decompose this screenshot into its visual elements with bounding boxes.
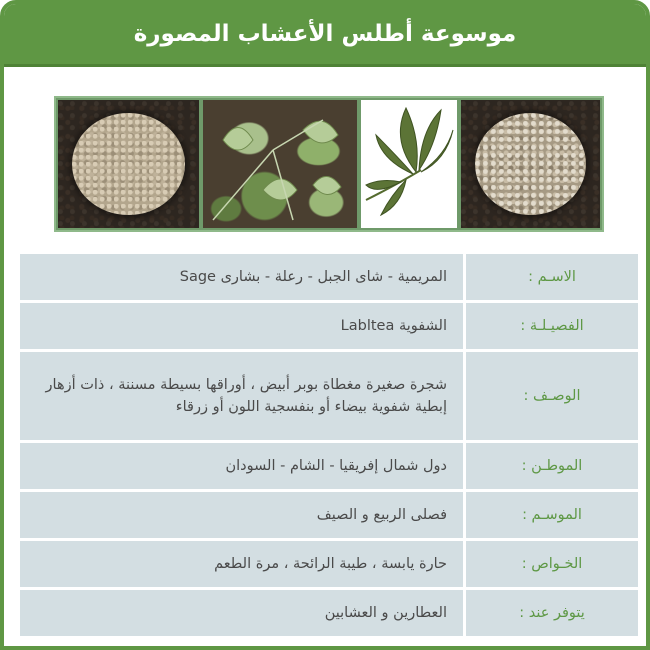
row-label: الوصـف : xyxy=(466,352,638,440)
page-title: موسوعة أطلس الأعشاب المصورة xyxy=(133,21,517,47)
table-row xyxy=(20,443,638,489)
row-label: الموسـم : xyxy=(466,492,638,538)
sage-sprig-icon xyxy=(359,98,459,230)
row-label: الفصيـلـة : xyxy=(466,303,638,349)
table-row xyxy=(20,541,638,587)
row-value: فصلى الربيع و الصيف xyxy=(20,492,463,538)
table-row xyxy=(20,303,638,349)
dried-herb-heap-dark-icon xyxy=(459,98,602,230)
herb-image-strip xyxy=(54,96,604,232)
table-row xyxy=(20,352,638,440)
table-row xyxy=(20,492,638,538)
sage-plant-leaves-icon xyxy=(201,98,359,230)
row-value: المريمية - شاى الجبل - رعلة - بشارى Sage xyxy=(20,254,463,300)
table-row xyxy=(20,590,638,636)
row-value: حارة يابسة ، طيبة الرائحة ، مرة الطعم xyxy=(20,541,463,587)
row-label: يتوفر عند : xyxy=(466,590,638,636)
header-bar xyxy=(4,4,646,67)
row-label: الخـواص : xyxy=(466,541,638,587)
herb-info-table xyxy=(20,254,638,639)
row-value: شجرة صغيرة مغطاة بوبر أبيض ، أوراقها بسيطة مسننة ، ذات أزهار إبطية شفوية بيضاء أو بنفسجية اللون أو زرقاء xyxy=(20,352,463,440)
dried-herb-heap-light-icon xyxy=(56,98,201,230)
row-value: الشفوية Labltea xyxy=(20,303,463,349)
row-label: الاسـم : xyxy=(466,254,638,300)
row-value: العطارين و العشابين xyxy=(20,590,463,636)
row-label: الموطـن : xyxy=(466,443,638,489)
row-value: دول شمال إفريقيا - الشام - السودان xyxy=(20,443,463,489)
table-row xyxy=(20,254,638,300)
